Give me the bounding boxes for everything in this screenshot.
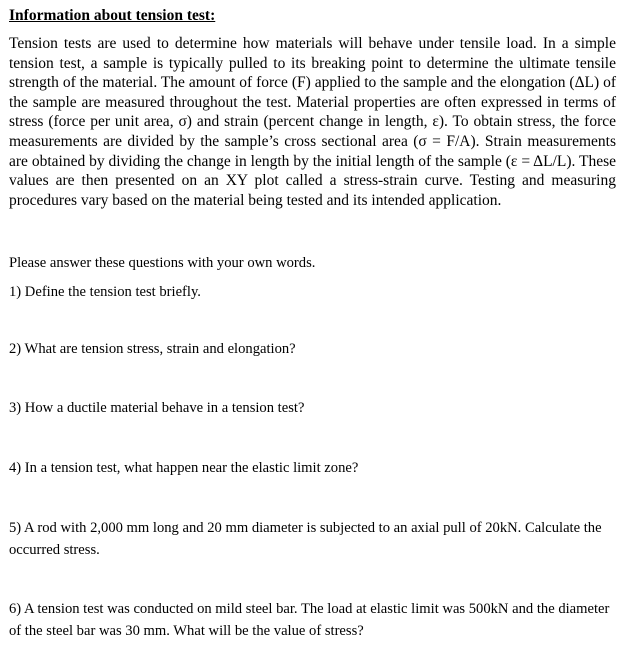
question-4: 4) In a tension test, what happen near the elastic limit zone? (9, 460, 359, 476)
section-heading: Information about tension test: (9, 7, 216, 24)
instructions-prompt: Please answer these questions with your own words. (9, 255, 316, 271)
question-6: 6) A tension test was conducted on mild steel bar. The load at elastic limit was 500kN and the diameter of the steel bar was 30 mm. What will be the value of stress? (9, 601, 610, 639)
question-5: 5) A rod with 2,000 mm long and 20 mm diameter is subjected to an axial pull of 20kN. Calculate the occurred stress. (9, 520, 602, 558)
question-3: 3) How a ductile material behave in a tension test? (9, 400, 305, 416)
question-2: 2) What are tension stress, strain and elongation? (9, 341, 296, 357)
intro-paragraph: Tension tests are used to determine how materials will behave under tensile load. In a simple tension test, a sample is typically pulled to its breaking point to determine the ultimate tensile strength of the material. The amount of force (F) applied to the sample and the elongation (ΔL) of the sample are measured throughout the test. Material properties are often expressed in terms of stress (force per unit area, σ) and strain (percent change in length, ε). To obtain stress, the force measurements are divided by the sample’s cross sectional area (σ = F/A). Strain measurements are obtained by dividing the change in length by the initial length of the sample (ε = ΔL/L). These values are then presented on an XY plot called a stress-strain curve. Testing and measuring procedures vary based on the material being tested and its intended application. (9, 35, 616, 209)
question-1: 1) Define the tension test briefly. (9, 284, 201, 300)
